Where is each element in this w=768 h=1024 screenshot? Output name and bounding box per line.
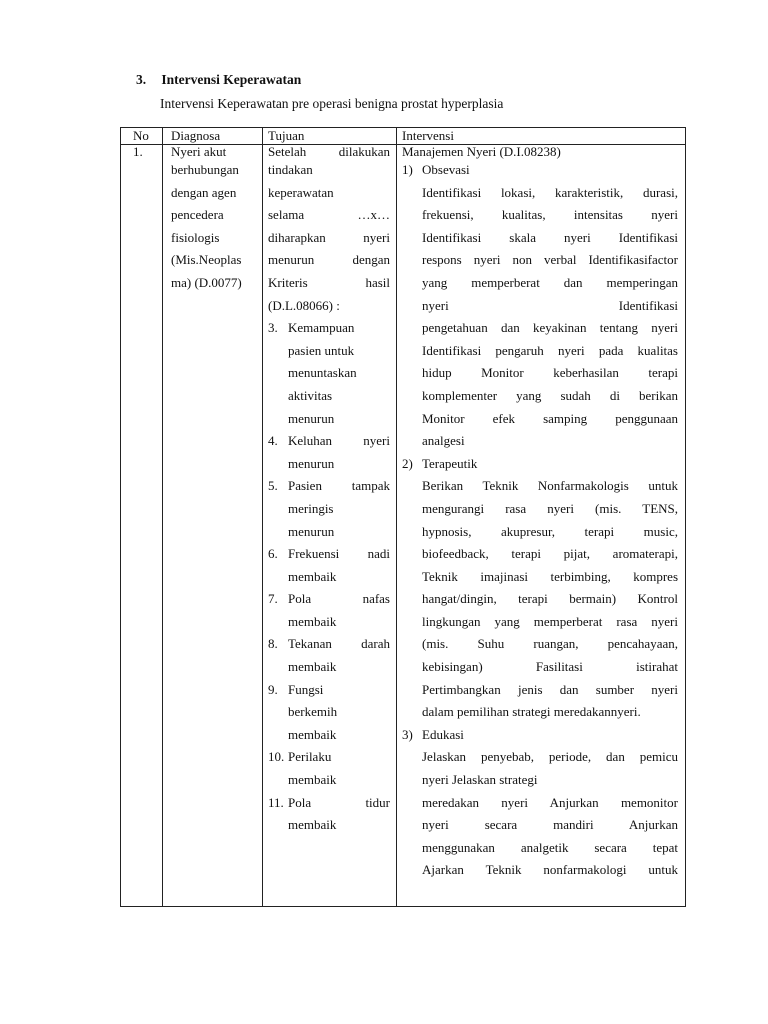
intervensi-number: 1): [402, 162, 413, 177]
intervensi-text: analgesi: [422, 433, 465, 449]
kriteria-text: membaik: [288, 568, 337, 584]
kriteria-line: [268, 566, 390, 589]
intervensi-line: [402, 701, 678, 724]
kriteria-number: [268, 521, 288, 544]
intervensi-title: Manajemen Nyeri (D.I.08238): [402, 144, 561, 159]
intervensi-line: [402, 792, 678, 815]
kriteria-line: [268, 769, 390, 792]
kriteria-number: [268, 362, 288, 385]
intervensi-line: [402, 566, 678, 589]
intervensi-text: mengurangi rasa nyeri (mis. TENS,: [422, 500, 678, 516]
intervensi-text: Teknik imajinasi terbimbing, kompres: [422, 568, 678, 584]
header-no: No: [133, 128, 149, 143]
tujuan-line: selama …x…: [268, 207, 390, 223]
intervensi-heading: Edukasi: [422, 726, 464, 742]
kriteria-line: [268, 453, 390, 476]
kriteria-text: Pola nafas: [288, 591, 390, 607]
kriteria-line: [268, 633, 390, 656]
intervensi-text: Identifikasi skala nyeri Identifikasi: [422, 229, 678, 245]
indent: [402, 475, 422, 498]
intervensi-line: [402, 182, 678, 205]
intervensi-line: [402, 746, 678, 769]
kriteria-number: 8.: [268, 636, 278, 652]
intervensi-line: [402, 204, 678, 227]
kriteria-text: Tekanan darah: [288, 636, 390, 652]
intervensi-line: [402, 340, 678, 363]
cell-tujuan: [268, 145, 390, 837]
intervensi-line: [402, 385, 678, 408]
kriteria-text: Pola tidur: [288, 794, 390, 810]
kriteria-line: [268, 656, 390, 679]
tujuan-line: Setelah dilakukan: [268, 145, 390, 159]
kriteria-line: [268, 679, 390, 702]
intervensi-text: respons nyeri non verbal Identifikasifactor: [422, 252, 678, 268]
intervensi-line: [402, 859, 678, 882]
tujuan-line: diharapkan nyeri: [268, 229, 390, 245]
intervensi-text: Monitor efek samping penggunaan: [422, 410, 678, 426]
intervensi-heading: Obsevasi: [422, 162, 470, 177]
kriteria-line: [268, 814, 390, 837]
intervensi-text: Pertimbangkan jenis dan sumber nyeri: [422, 681, 678, 697]
intervensi-line: [402, 633, 678, 656]
intervensi-line: [402, 656, 678, 679]
section-number: 3.: [136, 72, 147, 87]
intervensi-line: [402, 249, 678, 272]
kriteria-line: [268, 746, 390, 769]
kriteria-number: [268, 769, 288, 792]
intervensi-line: [402, 611, 678, 634]
intervensi-text: nyeri secara mandiri Anjurkan: [422, 817, 678, 833]
indent: [402, 204, 422, 227]
indent: [402, 408, 422, 431]
kriteria-line: [268, 588, 390, 611]
indent: [402, 633, 422, 656]
kriteria-text: Pasien tampak: [288, 478, 390, 494]
kriteria-number: 7.: [268, 591, 278, 607]
kriteria-text: meringis: [288, 500, 334, 516]
indent: [402, 295, 422, 318]
intervensi-number: 2): [402, 455, 413, 471]
kriteria-number: [268, 701, 288, 724]
intervensi-text: hidup Monitor keberhasilan terapi: [422, 365, 678, 381]
indent: [402, 679, 422, 702]
kriteria-line: [268, 611, 390, 634]
table-caption: Intervensi Keperawatan pre operasi benigna prostat hyperplasia: [160, 96, 504, 111]
intervensi-section-heading: [402, 159, 678, 182]
indent: [402, 746, 422, 769]
diagnosa-line: berhubungan: [171, 162, 239, 177]
tujuan-line: (D.L.08066) :: [268, 297, 340, 313]
intervensi-line: [402, 814, 678, 837]
indent: [402, 769, 422, 792]
kriteria-number: 5.: [268, 478, 278, 494]
indent: [402, 837, 422, 860]
tujuan-line: menurun dengan: [268, 252, 390, 268]
kriteria-text: membaik: [288, 613, 337, 629]
header-tujuan: Tujuan: [268, 128, 305, 143]
indent: [402, 701, 422, 724]
kriteria-line: [268, 475, 390, 498]
intervensi-text: meredakan nyeri Anjurkan memonitor: [422, 794, 678, 810]
kriteria-number: [268, 814, 288, 837]
kriteria-text: Perilaku: [288, 749, 332, 765]
kriteria-text: Frekuensi nadi: [288, 546, 390, 562]
kriteria-line: [268, 317, 390, 340]
indent: [402, 385, 422, 408]
intervensi-text: Ajarkan Teknik nonfarmakologi untuk: [422, 862, 678, 878]
intervensi-text: frekuensi, kualitas, intensitas nyeri: [422, 207, 678, 223]
diagnosa-line: pencedera: [171, 207, 224, 223]
intervensi-text: pengetahuan dan keyakinan tentang nyeri: [422, 320, 678, 336]
kriteria-text: membaik: [288, 726, 337, 742]
intervensi-heading: Terapeutik: [422, 455, 478, 471]
intervention-table: [120, 127, 686, 907]
kriteria-number: [268, 498, 288, 521]
indent: [402, 317, 422, 340]
cell-no: [133, 145, 161, 159]
kriteria-line: [268, 792, 390, 815]
indent: [402, 859, 422, 882]
kriteria-number: 6.: [268, 546, 278, 562]
kriteria-number: 11.: [268, 794, 284, 810]
indent: [402, 611, 422, 634]
kriteria-number: [268, 656, 288, 679]
indent: [402, 792, 422, 815]
indent: [402, 814, 422, 837]
kriteria-number: 10.: [268, 749, 285, 765]
intervensi-line: [402, 408, 678, 431]
indent: [402, 430, 422, 453]
kriteria-number: 9.: [268, 681, 278, 697]
diagnosa-line: fisiologis: [171, 229, 220, 245]
intervensi-line: [402, 521, 678, 544]
indent: [402, 566, 422, 589]
intervensi-number: 3): [402, 726, 413, 742]
intervensi-section-heading: [402, 724, 678, 747]
indent: [402, 272, 422, 295]
intervensi-text: Jelaskan penyebab, periode, dan pemicu: [422, 749, 678, 765]
indent: [402, 227, 422, 250]
intervensi-text: lingkungan yang memperberat rasa nyeri: [422, 613, 678, 629]
kriteria-line: [268, 543, 390, 566]
intervensi-text: menggunakan analgetik secara tepat: [422, 839, 678, 855]
intervensi-text: komplementer yang sudah di berikan: [422, 387, 678, 403]
kriteria-line: [268, 362, 390, 385]
column-divider: [396, 128, 397, 906]
kriteria-line: [268, 521, 390, 544]
header-intervensi: Intervensi: [402, 128, 454, 143]
intervensi-text: nyeri Jelaskan strategi: [422, 772, 538, 788]
kriteria-text: Keluhan nyeri: [288, 433, 390, 449]
kriteria-text: Fungsi: [288, 681, 324, 697]
intervensi-text: biofeedback, terapi pijat, aromaterapi,: [422, 546, 678, 562]
intervensi-text: yang memperberat dan memperingan: [422, 274, 678, 290]
kriteria-text: membaik: [288, 772, 337, 788]
kriteria-number: [268, 611, 288, 634]
indent: [402, 182, 422, 205]
kriteria-text: membaik: [288, 659, 337, 675]
row-number: 1.: [133, 144, 143, 159]
kriteria-line: [268, 408, 390, 431]
intervensi-text: hangat/dingin, terapi bermain) Kontrol: [422, 591, 678, 607]
intervensi-text: nyeri Identifikasi: [422, 297, 678, 313]
intervensi-line: [402, 679, 678, 702]
kriteria-text: Kemampuan: [288, 320, 355, 336]
kriteria-number: [268, 408, 288, 431]
kriteria-text: membaik: [288, 817, 337, 833]
intervensi-line: [402, 272, 678, 295]
intervensi-line: [402, 227, 678, 250]
kriteria-line: [268, 701, 390, 724]
intervensi-text: Identifikasi pengaruh nyeri pada kualitas: [422, 342, 678, 358]
intervensi-line: [402, 430, 678, 453]
indent: [402, 362, 422, 385]
intervensi-line: [402, 543, 678, 566]
column-divider: [162, 128, 163, 906]
kriteria-number: [268, 385, 288, 408]
kriteria-number: [268, 724, 288, 747]
kriteria-line: [268, 385, 390, 408]
kriteria-text: aktivitas: [288, 387, 333, 403]
kriteria-text: menurun: [288, 455, 335, 471]
intervensi-line: [402, 837, 678, 860]
section-title: Intervensi Keperawatan: [161, 72, 302, 87]
intervensi-text: dalam pemilihan strategi meredakannyeri.: [422, 704, 641, 720]
kriteria-text: menuntaskan: [288, 365, 357, 381]
intervensi-text: hypnosis, akupresur, terapi music,: [422, 523, 678, 539]
cell-intervensi: [402, 145, 678, 882]
column-divider: [262, 128, 263, 906]
kriteria-number: 3.: [268, 320, 278, 336]
intervensi-line: [402, 475, 678, 498]
kriteria-text: menurun: [288, 410, 335, 426]
intervensi-text: Berikan Teknik Nonfarmakologis untuk: [422, 478, 678, 494]
kriteria-number: 4.: [268, 433, 278, 449]
indent: [402, 521, 422, 544]
header-diagnosa: Diagnosa: [171, 128, 221, 143]
kriteria-number: [268, 340, 288, 363]
kriteria-text: pasien untuk: [288, 342, 355, 358]
diagnosa-line: (Mis.Neoplas: [171, 252, 242, 268]
intervensi-line: [402, 317, 678, 340]
indent: [402, 588, 422, 611]
indent: [402, 340, 422, 363]
tujuan-line: tindakan: [268, 162, 313, 177]
kriteria-line: [268, 340, 390, 363]
indent: [402, 498, 422, 521]
kriteria-text: menurun: [288, 523, 335, 539]
indent: [402, 249, 422, 272]
indent: [402, 656, 422, 679]
kriteria-number: [268, 566, 288, 589]
intervensi-line: [402, 362, 678, 385]
tujuan-line: Kriteris hasil: [268, 274, 390, 290]
kriteria-number: [268, 453, 288, 476]
intervensi-line: [402, 498, 678, 521]
diagnosa-line: dengan agen: [171, 184, 237, 200]
intervensi-text: Identifikasi lokasi, karakteristik, durasi,: [422, 184, 678, 200]
intervensi-text: kebisingan) Fasilitasi istirahat: [422, 659, 678, 675]
indent: [402, 543, 422, 566]
intervensi-section-heading: [402, 453, 678, 476]
kriteria-text: berkemih: [288, 704, 338, 720]
kriteria-line: [268, 430, 390, 453]
kriteria-line: [268, 724, 390, 747]
diagnosa-line: ma) (D.0077): [171, 274, 242, 290]
intervensi-line: [402, 588, 678, 611]
section-heading: [136, 72, 301, 88]
intervensi-line: [402, 769, 678, 792]
tujuan-line: keperawatan: [268, 184, 334, 200]
intervensi-text: (mis. Suhu ruangan, pencahayaan,: [422, 636, 678, 652]
cell-diagnosa: [171, 145, 259, 295]
kriteria-line: [268, 498, 390, 521]
diagnosa-line: Nyeri akut: [171, 144, 227, 159]
intervensi-line: [402, 295, 678, 318]
